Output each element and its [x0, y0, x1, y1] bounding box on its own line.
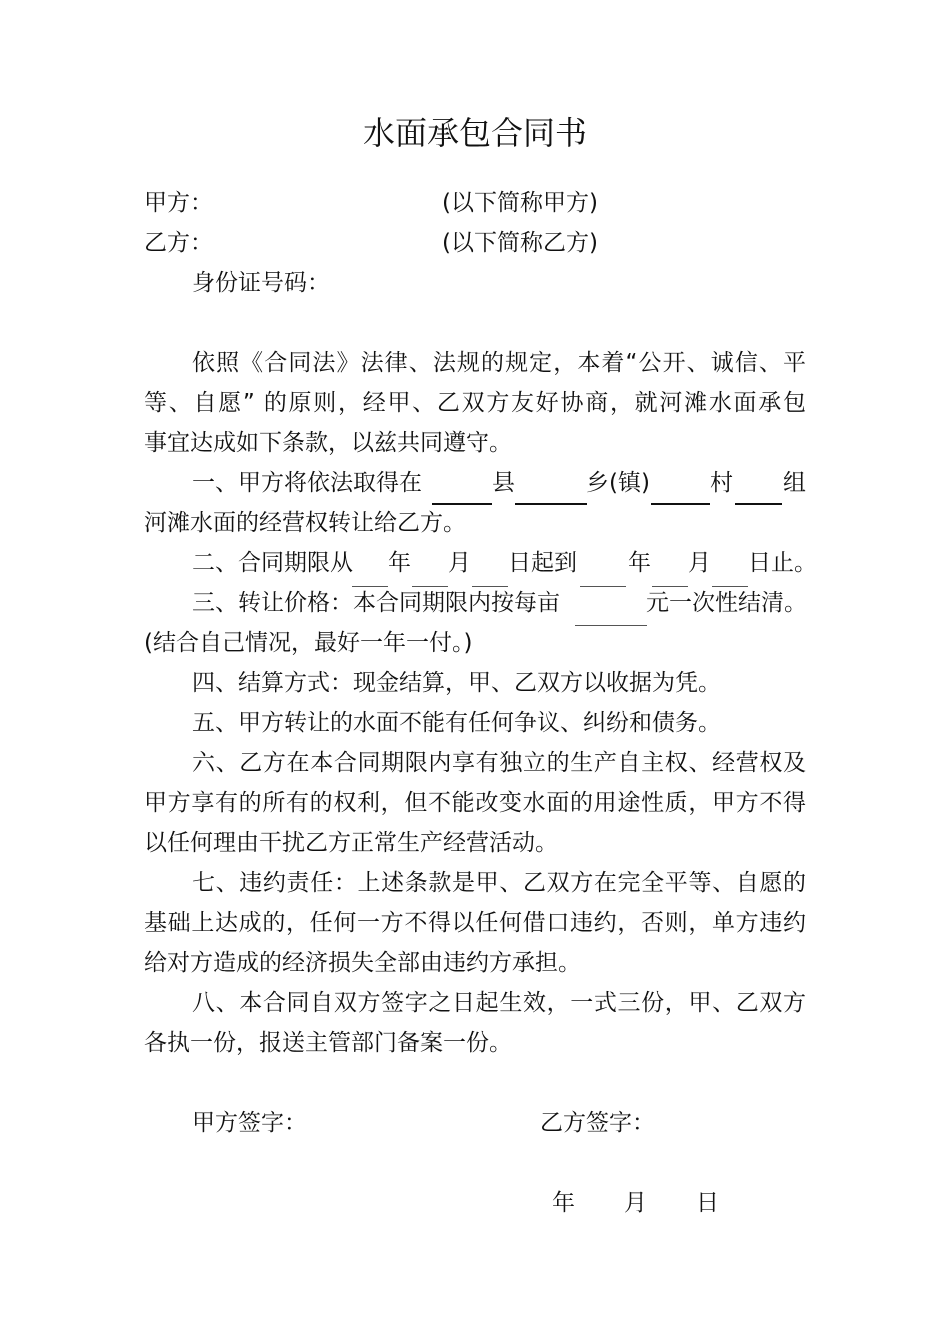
clause-6-line: 六、乙方在本合同期限内享有独立的生产自主权、经营权及 [192, 750, 806, 776]
township-blank [515, 503, 587, 505]
clause-2-year-start: 年 [388, 550, 411, 576]
price-blank [575, 625, 647, 626]
clause-4: 四、结算方式：现金结算，甲、乙双方以收据为凭。 [192, 670, 721, 696]
document-title: 水面承包合同书 [362, 114, 587, 152]
year-end-blank [580, 586, 626, 587]
party-b-signature-label: 乙方签字： [540, 1110, 655, 1136]
clause-7-line: 基础上达成的，任何一方不得以任何借口违约，否则，单方违约 [144, 910, 806, 936]
clause-1-county: 县 [492, 470, 515, 496]
party-b-note: (以下简称乙方) [442, 230, 598, 256]
sign-date-day: 日 [696, 1190, 719, 1216]
clause-5: 五、甲方转让的水面不能有任何争议、纠纷和债务。 [192, 710, 721, 736]
day-start-blank [472, 586, 508, 587]
id-number-label: 身份证号码： [192, 270, 330, 296]
clause-2-year-end: 年 [628, 550, 651, 576]
clause-8-line: 各执一份，报送主管部门备案一份。 [144, 1030, 512, 1056]
clause-8-line: 八、本合同自双方签字之日起生效，一式三份，甲、乙双方 [192, 990, 806, 1016]
clause-1-township: 乡(镇) [586, 470, 650, 496]
month-end-blank [652, 586, 688, 587]
year-start-blank [352, 586, 388, 587]
clause-7-line: 七、违约责任：上述条款是甲、乙双方在完全平等、自愿的 [192, 870, 806, 896]
clause-7-line: 给对方造成的经济损失全部由违约方承担。 [144, 950, 581, 976]
party-a-note: (以下简称甲方) [442, 190, 598, 216]
clause-6-line: 甲方享有的所有的权利，但不能改变水面的用途性质，甲方不得 [144, 790, 806, 816]
clause-2-month-start: 月 [448, 550, 471, 576]
sign-date-month: 月 [624, 1190, 647, 1216]
clause-1-line2: 河滩水面的经营权转让给乙方。 [144, 510, 466, 536]
day-end-blank [712, 586, 748, 587]
clause-1-group: 组 [783, 470, 806, 496]
party-a-signature-label: 甲方签字： [192, 1110, 307, 1136]
clause-2-prefix: 二、合同期限从 [192, 550, 353, 576]
group-blank [735, 503, 782, 505]
clause-3-prefix: 三、转让价格：本合同期限内按每亩 [192, 590, 560, 616]
clause-2-day-end: 日止。 [748, 550, 817, 576]
clause-1-prefix: 一、甲方将依法取得在 [192, 470, 422, 496]
party-a-label: 甲方： [144, 190, 213, 216]
clause-3-suffix: 元一次性结清。 [646, 590, 807, 616]
party-b-label: 乙方： [144, 230, 213, 256]
preamble-line: 等、自愿” 的原则，经甲、乙双方友好协商，就河滩水面承包 [144, 390, 806, 416]
clause-6-line: 以任何理由干扰乙方正常生产经营活动。 [144, 830, 558, 856]
village-blank [651, 503, 710, 505]
clause-1-village: 村 [710, 470, 733, 496]
preamble-line: 依照《合同法》法律、法规的规定，本着“公开、诚信、平 [192, 350, 806, 376]
clause-3-note: (结合自己情况，最好一年一付。) [144, 630, 473, 656]
preamble-line: 事宜达成如下条款，以兹共同遵守。 [144, 430, 512, 456]
county-blank [432, 503, 492, 505]
month-start-blank [412, 586, 448, 587]
sign-date-year: 年 [552, 1190, 575, 1216]
clause-2-day-start: 日起到 [508, 550, 577, 576]
clause-2-month-end: 月 [688, 550, 711, 576]
